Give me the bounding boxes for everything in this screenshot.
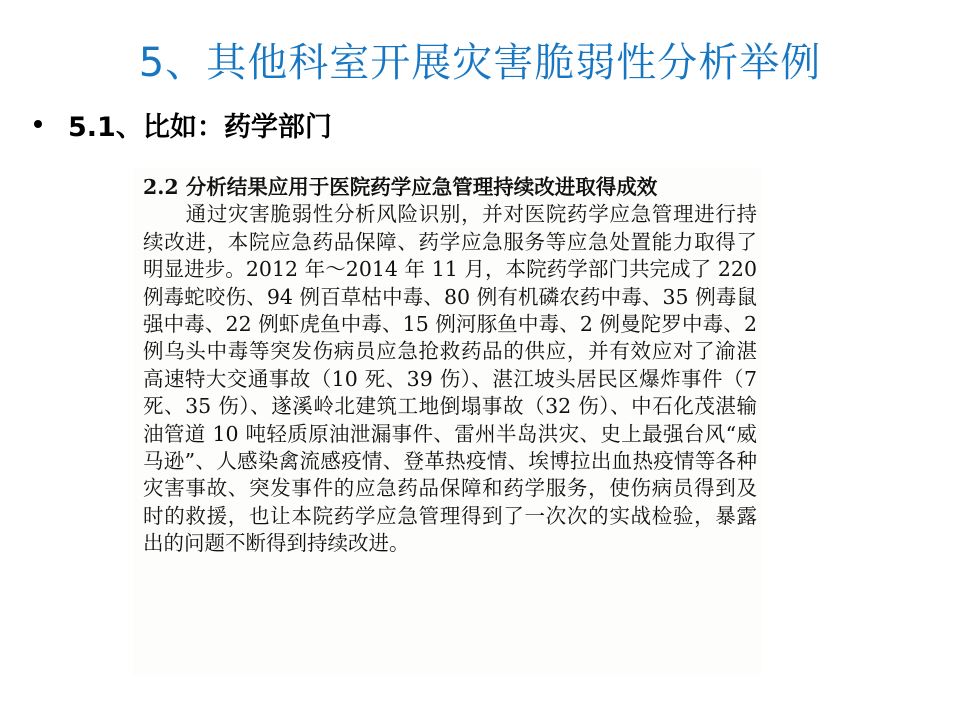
bullet-dot-icon — [34, 120, 42, 128]
scanned-excerpt-image — [133, 168, 761, 676]
excerpt-body: 通过灾害脆弱性分析风险识别，并对医院药学应急管理进行持续改进，本院应急药品保障、药学应急服务等应急处置能力取得了明显进步。2012 年～2014 年 11 月，本院药学部门共完成了 220 例毒蛇咬伤、94 例百草枯中毒、80 例有机磷农药中毒、35 例毒鼠强中毒、22 例虾虎鱼中毒、15 例河豚鱼中毒、2 例曼陀罗中毒、2 例乌头中毒等突发伤病员应急抢救药品的供应，并有效应对了渝湛高速特大交通事故（10 死、39 伤）、湛江坡头居民区爆炸事件（7 死、35 伤）、遂溪岭北建筑工地倒塌事故（32 伤）、中石化茂湛输油管道 10 吨轻质原油泄漏事件、雷州半岛洪灾、史上最强台风“威马逊”、人感染禽流感疫情、登革热疫情、埃博拉出血热疫情等各种灾害事故、突发事件的应急药品保障和药学服务，使伤病员得到及时的救援，也让本院药学应急管理得到了一次次的实战检验，暴露出的问题不断得到持续改进。 — [143, 202, 757, 556]
bullet-item — [34, 104, 332, 144]
excerpt-text — [143, 174, 757, 558]
bullet-text: 5.1、比如：药学部门 — [68, 111, 332, 143]
excerpt-heading: 2.2 分析结果应用于医院药学应急管理持续改进取得成效 — [143, 175, 658, 199]
slide-title: 5、其他科室开展灾害脆弱性分析举例 — [138, 40, 822, 86]
